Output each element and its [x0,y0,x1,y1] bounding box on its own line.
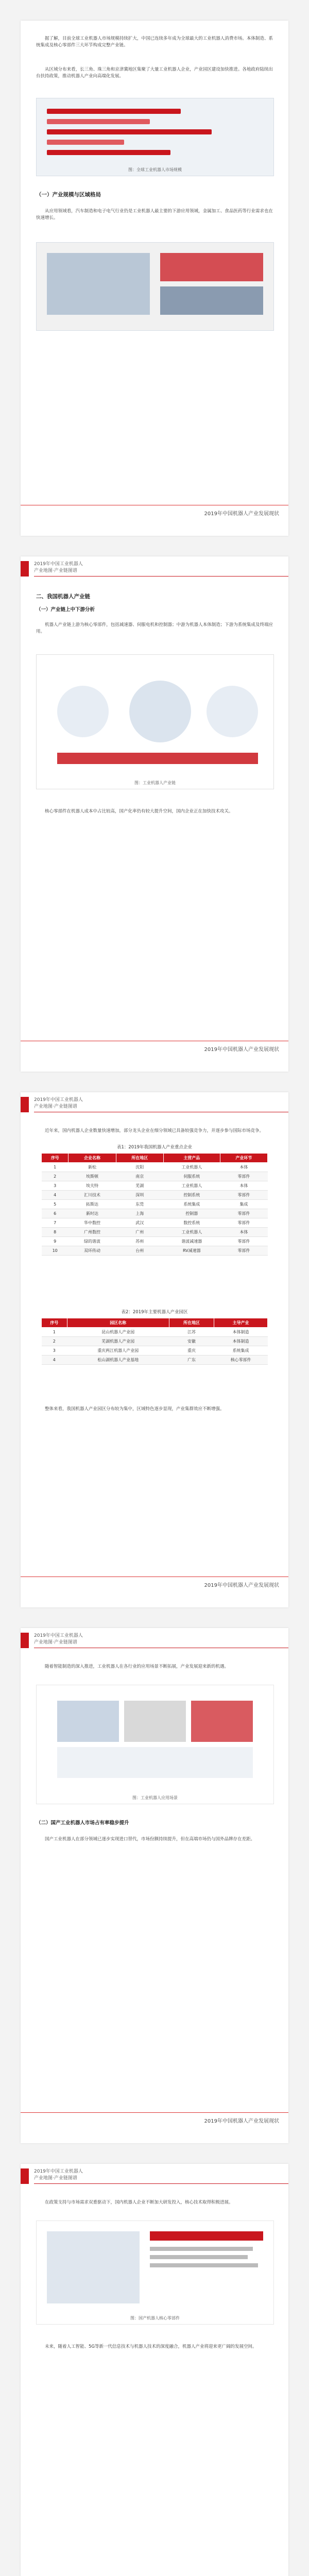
table-row [42,1237,268,1246]
table-cell: 沈阳 [116,1163,163,1172]
figure-components [36,2221,274,2325]
paragraph: 从应用领域看，汽车制造和电子电气行业仍是工业机器人最主要的下游应用领域，金属加工、食品医药等行业需求也在快速增长。 [36,208,273,221]
table-cell: 零部件 [220,1209,267,1218]
table-cell: 6 [42,1209,68,1218]
table-cell: 系统集成 [214,1346,268,1355]
table-cell: 昆山机器人产业园 [67,1328,169,1337]
page-header [21,556,288,580]
table-cell: 台州 [116,1246,163,1256]
figure-image [36,242,274,331]
table-cell: 8 [42,1228,68,1237]
section-title: 二、我国机器人产业链 [36,594,90,600]
park-table [41,1318,268,1365]
page-header [21,1092,288,1116]
table-cell: 埃斯顿 [68,1172,116,1181]
table-header: 产业环节 [220,1154,267,1163]
header-divider [34,576,288,577]
paragraph: 近年来，国内机器人企业数量快速增加，部分龙头企业在细分领域已具备较强竞争力，并逐步参与国际市场竞争。 [45,1128,264,1133]
table-cell: 零部件 [220,1218,267,1228]
table-caption: 表2：2019年主要机器人产业园区 [121,1310,188,1315]
header-subtitle: 产业地图·产业链图谱 [34,2176,77,2181]
table-cell: 苏州 [116,1237,163,1246]
table-cell: 3 [42,1346,67,1355]
table-cell: 武汉 [116,1218,163,1228]
table-row [42,1172,268,1181]
page-footer: 2019年中国机器人产业发展现状 [204,1047,279,1053]
table-cell: 3 [42,1181,68,1191]
table-cell: 9 [42,1237,68,1246]
enterprise-table [41,1153,268,1256]
page-header [21,1628,288,1652]
table-cell: 重庆 [169,1346,214,1355]
table-cell: 本体 [220,1163,267,1172]
table-cell: 上海 [116,1209,163,1218]
table-cell: 本体 [220,1181,267,1191]
header-title: 2019年中国工业机器人 [34,1097,83,1103]
table-cell: 江苏 [169,1328,214,1337]
sub-title: （二）国产工业机器人市场占有率稳步提升 [36,1820,129,1826]
table-header: 园区名称 [67,1318,169,1328]
table-header: 序号 [42,1318,67,1328]
table-row [42,1337,268,1346]
figure-market-chart [36,98,274,176]
page-footer: 2019年中国机器人产业发展现状 [204,1583,279,1588]
table-cell: 深圳 [116,1191,163,1200]
table-cell: 埃夫特 [68,1181,116,1191]
header-accent [21,2168,29,2184]
table-cell: RV减速器 [163,1246,220,1256]
page-3 [21,1092,288,1607]
header-accent [21,1097,29,1112]
header-subtitle: 产业地图·产业链图谱 [34,1640,77,1645]
header-title: 2019年中国工业机器人 [34,1633,83,1638]
table-cell: 控制系统 [163,1191,220,1200]
page-4 [21,1628,288,2143]
table-row [42,1218,268,1228]
section-title: （一）产业规模与区域格局 [36,192,101,198]
table-cell: 拓斯达 [68,1200,116,1209]
table-cell: 集成 [220,1200,267,1209]
figure-caption: 图：工业机器人产业链 [134,781,176,785]
table-cell: 绿的谐波 [68,1237,116,1246]
paragraph: 从区域分布来看，长三角、珠三角和京津冀地区集聚了大量工业机器人企业，产业园区建设加快推进。各地政府陆续出台扶持政策，推动机器人产业向高端化发展。 [36,66,273,79]
table-cell: 谐波减速器 [163,1237,220,1246]
table-cell: 1 [42,1163,68,1172]
table-cell: 本体制造 [214,1328,268,1337]
table-header: 主营产品 [163,1154,220,1163]
sub-title: （一）产业链上中下游分析 [36,607,95,613]
header-divider [34,2183,288,2184]
header-title: 2019年中国工业机器人 [34,562,83,567]
table-cell: 广州数控 [68,1228,116,1237]
figure-caption: 图：全球工业机器人市场规模 [128,167,182,172]
table-row [42,1355,268,1365]
table-cell: 2 [42,1172,68,1181]
table-cell: 零部件 [220,1191,267,1200]
header-subtitle: 产业地图·产业链图谱 [34,568,77,573]
table-cell: 7 [42,1218,68,1228]
table-cell: 重庆两江机器人产业园 [67,1346,169,1355]
table-header: 主导产业 [214,1318,268,1328]
header-title: 2019年中国工业机器人 [34,2169,83,2174]
table-cell: 本体 [220,1228,267,1237]
table-cell: 零部件 [220,1237,267,1246]
paragraph: 据了解，目前全球工业机器人市场规模持续扩大，中国已连续多年成为全球最大的工业机器人消费市场。本体制造、系统集成及核心零部件三大环节构成完整产业链。 [36,36,273,48]
table-cell: 10 [42,1246,68,1256]
figure-industry-chain [36,654,274,789]
table-cell: 1 [42,1328,67,1337]
figure-caption: 图：国产机器人核心零部件 [130,2316,180,2320]
table-cell: 零部件 [220,1172,267,1181]
paragraph: 随着智能制造的深入推进，工业机器人在各行业的应用场景不断拓展，产业发展迎来新的机遇。 [45,1664,229,1669]
table-cell: 东莞 [116,1200,163,1209]
table-row [42,1181,268,1191]
paragraph: 在政策支持与市场需求双重驱动下，国内机器人企业不断加大研发投入，核心技术取得积极进展。 [45,2199,233,2205]
table-cell: 控制器 [163,1209,220,1218]
table-cell: 本体制造 [214,1337,268,1346]
paragraph: 机器人产业链上游为核心零部件，包括减速器、伺服电机和控制器；中游为机器人本体制造；下游为系统集成及终端应用。 [36,622,273,634]
table-row [42,1209,268,1218]
table-cell: 工业机器人 [163,1181,220,1191]
paragraph: 国产工业机器人在部分领域已逐步实现进口替代，市场份额持续提升，但在高端市场仍与国外品牌存在差距。 [45,1836,255,1842]
table-cell: 5 [42,1200,68,1209]
table-cell: 工业机器人 [163,1228,220,1237]
page-header [21,2164,288,2188]
table-header: 序号 [42,1154,68,1163]
table-header: 所在地区 [116,1154,163,1163]
table-cell: 华中数控 [68,1218,116,1228]
table-header: 所在地区 [169,1318,214,1328]
table-cell: 核心零部件 [214,1355,268,1365]
table-cell: 数控系统 [163,1218,220,1228]
paragraph: 核心零部件在机器人成本中占比较高，国产化率仍有较大提升空间，国内企业正在加快技术攻关。 [45,808,233,814]
table-caption: 表1：2019年我国机器人产业重点企业 [116,1145,193,1150]
footer-divider [21,2112,288,2113]
table-cell: 松山湖机器人产业基地 [67,1355,169,1365]
paragraph: 整体来看，我国机器人产业园区分布较为集中，区域特色逐步显现，产业集群效应不断增强。 [45,1406,225,1412]
table-cell: 广州 [116,1228,163,1237]
table-cell: 芜湖 [116,1181,163,1191]
figure-application-scenes [36,1685,274,1804]
page-1 [21,21,288,536]
table-cell: 双环传动 [68,1246,116,1256]
page-footer: 2019年中国机器人产业发展现状 [204,511,279,517]
table-row [42,1163,268,1172]
table-cell: 南京 [116,1172,163,1181]
table-row [42,1228,268,1237]
table-cell: 新松 [68,1163,116,1172]
table-row [42,1346,268,1355]
page-footer: 2019年中国机器人产业发展现状 [204,2119,279,2124]
table-cell: 工业机器人 [163,1163,220,1172]
table-cell: 汇川技术 [68,1191,116,1200]
table-header: 企业名称 [68,1154,116,1163]
table-cell: 零部件 [220,1246,267,1256]
page-2 [21,556,288,1072]
figure-caption: 图：工业机器人应用场景 [132,1795,178,1800]
table-row [42,1191,268,1200]
table-cell: 广东 [169,1355,214,1365]
table-cell: 系统集成 [163,1200,220,1209]
table-cell: 新时达 [68,1209,116,1218]
table-cell: 2 [42,1337,67,1346]
table-cell: 芜湖机器人产业园 [67,1337,169,1346]
table-cell: 安徽 [169,1337,214,1346]
table-cell: 4 [42,1191,68,1200]
table-row [42,1246,268,1256]
table-cell: 4 [42,1355,67,1365]
table-row [42,1328,268,1337]
page-5 [21,2164,288,2576]
table-row [42,1200,268,1209]
table-cell: 伺服系统 [163,1172,220,1181]
header-accent [21,1633,29,1648]
paragraph: 未来，随着人工智能、5G等新一代信息技术与机器人技术的深度融合，机器人产业将迎来更广阔的发展空间。 [45,2344,257,2349]
header-accent [21,561,29,577]
header-subtitle: 产业地图·产业链图谱 [34,1104,77,1109]
